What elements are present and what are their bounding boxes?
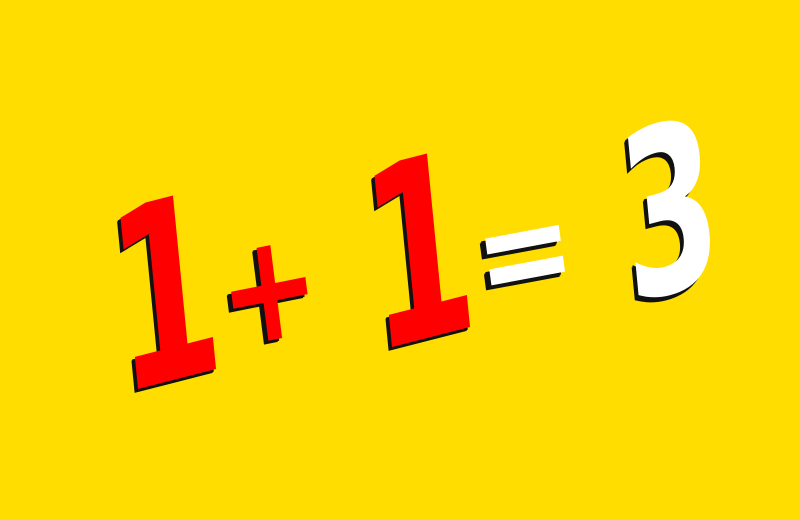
operand-a-digit: 1 [97, 137, 233, 452]
equals-sign: = [464, 161, 585, 342]
operand-b-digit: 1 [351, 95, 487, 410]
result-digit: 3 [610, 68, 730, 357]
plus-sign: + [208, 193, 330, 385]
